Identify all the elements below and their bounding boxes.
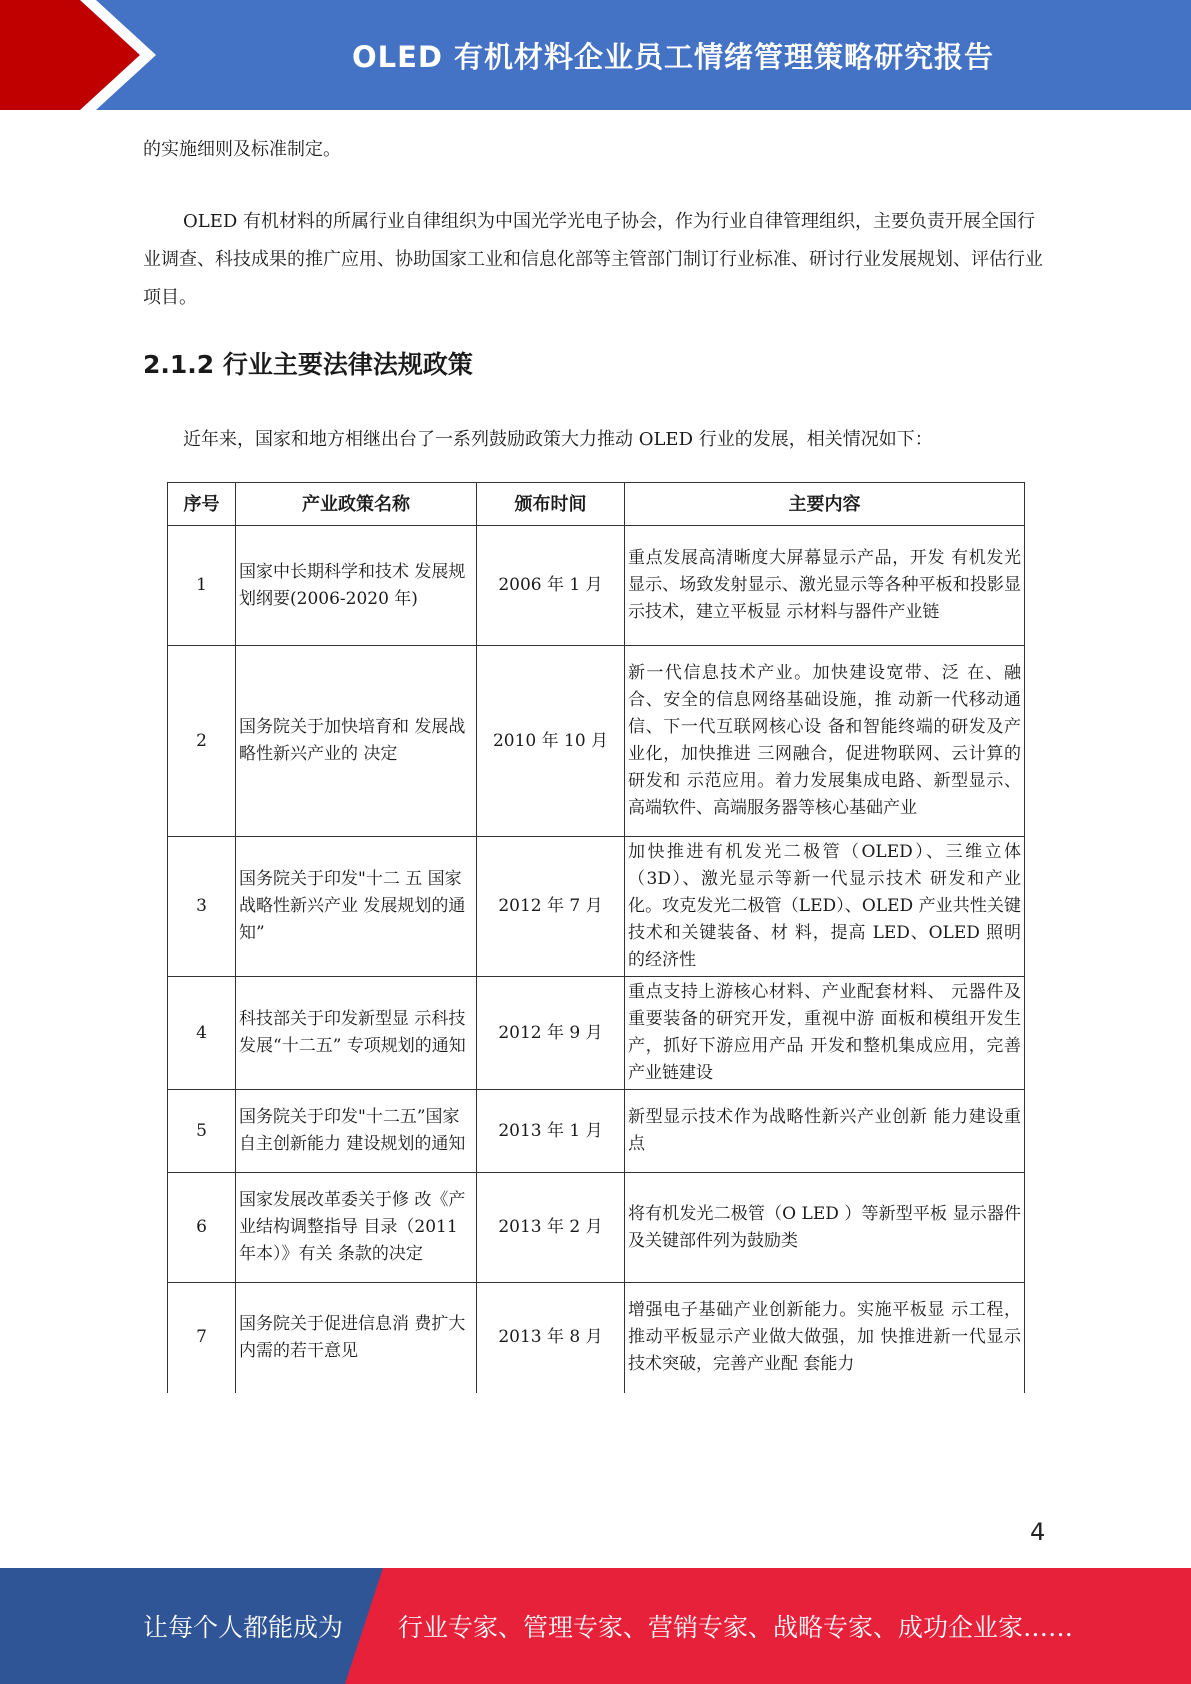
cell-content: 加快推进有机发光二极管（OLED）、三维立体（3D）、激光显示等新一代显示技术 研发和产业化。攻克发光二极管（LED）、OLED 产业共性关键技术和关键装备、材 料，提高 LED、OLED 照明的经济性 xyxy=(625,837,1025,977)
cell-content: 新型显示技术作为战略性新兴产业创新 能力建设重点 xyxy=(625,1090,1025,1173)
page-number: 4 xyxy=(1030,1518,1046,1546)
report-title: OLED 有机材料企业员工情绪管理策略研究报告 xyxy=(351,39,995,74)
cell-date: 2006 年 1 月 xyxy=(477,526,625,646)
table-row xyxy=(168,977,1025,1090)
table-row xyxy=(168,1283,1025,1393)
table-row xyxy=(168,526,1025,646)
cell-content: 重点发展高清晰度大屏幕显示产品，开发 有机发光显示、场致发射显示、激光显示等各种平板和投影显示技术，建立平板显 示材料与器件产业链 xyxy=(625,526,1025,646)
cell-content: 将有机发光二极管（O LED ）等新型平板 显示器件及关键部件列为鼓励类 xyxy=(625,1173,1025,1283)
cell-no: 7 xyxy=(168,1283,236,1393)
page-footer xyxy=(0,1568,1191,1684)
table-row xyxy=(168,1173,1025,1283)
cell-no: 5 xyxy=(168,1090,236,1173)
footer-slogan-right: 行业专家、管理专家、营销专家、战略专家、成功企业家…… xyxy=(398,1613,1074,1642)
table-header-row xyxy=(168,483,1025,526)
footer-slogan-left: 让每个人都能成为 xyxy=(143,1613,344,1642)
cell-policy-name: 科技部关于印发新型显 示科技发展“十二五” 专项规划的通知 xyxy=(236,977,477,1090)
cell-date: 2012 年 9 月 xyxy=(477,977,625,1090)
cell-policy-name: 国务院关于印发"十二五”国家自主创新能力 建设规划的通知 xyxy=(236,1090,477,1173)
table-row xyxy=(168,646,1025,837)
page-header xyxy=(0,0,1191,110)
cell-no: 2 xyxy=(168,646,236,837)
cell-date: 2013 年 1 月 xyxy=(477,1090,625,1173)
table-row xyxy=(168,1090,1025,1173)
cell-content: 新一代信息技术产业。加快建设宽带、泛 在、融合、安全的信息网络基础设施，推 动新一代移动通信、下一代互联网核心设 备和智能终端的研发及产业化，加快推进 三网融合，促进物联网、云计算的研发和 示范应用。着力发展集成电路、新型显示、 高端软件、高端服务器等核心基础产业 xyxy=(625,646,1025,837)
cell-date: 2013 年 8 月 xyxy=(477,1283,625,1393)
header-date: 颁布时间 xyxy=(477,483,625,526)
cell-date: 2010 年 10 月 xyxy=(477,646,625,837)
cell-policy-name: 国家发展改革委关于修 改《产业结构调整指导 目录（2011 年本）》有关 条款的决定 xyxy=(236,1173,477,1283)
cell-date: 2013 年 2 月 xyxy=(477,1173,625,1283)
header-policy-name: 产业政策名称 xyxy=(236,483,477,526)
paragraph-policies-intro: 近年来，国家和地方相继出台了一系列鼓励政策大力推动 OLED 行业的发展，相关情况如下： xyxy=(183,429,933,450)
cell-policy-name: 国务院关于促进信息消 费扩大内需的若干意见 xyxy=(236,1283,477,1393)
cell-policy-name: 国家中长期科学和技术 发展规划纲要(2006-2020 年) xyxy=(236,526,477,646)
cell-no: 3 xyxy=(168,837,236,977)
cell-policy-name: 国务院关于加快培育和 发展战略性新兴产业的 决定 xyxy=(236,646,477,837)
paragraph-intro: 的实施细则及标准制定。 xyxy=(143,139,341,160)
cell-no: 6 xyxy=(168,1173,236,1283)
header-content: 主要内容 xyxy=(625,483,1025,526)
header-no: 序号 xyxy=(168,483,236,526)
cell-no: 1 xyxy=(168,526,236,646)
policy-table xyxy=(167,482,1025,1393)
paragraph-association: OLED 有机材料的所属行业自律组织为中国光学光电子协会，作为行业自律管理组织，主要负责开展全国行业调查、科技成果的推广应用、协助国家工业和信息化部等主管部门制订行业标准、研讨行业发展规划、评估行业项目。 xyxy=(143,211,1043,308)
cell-content: 重点支持上游核心材料、产业配套材料、 元器件及重要装备的研究开发，重视中游 面板和模组开发生产，抓好下游应用产品 开发和整机集成应用，完善产业链建设 xyxy=(625,977,1025,1090)
section-heading: 2.1.2 行业主要法律法规政策 xyxy=(143,350,473,379)
cell-no: 4 xyxy=(168,977,236,1090)
table-row xyxy=(168,837,1025,977)
cell-date: 2012 年 7 月 xyxy=(477,837,625,977)
cell-content: 增强电子基础产业创新能力。实施平板显 示工程，推动平板显示产业做大做强，加 快推进新一代显示技术突破，完善产业配 套能力 xyxy=(625,1283,1025,1393)
cell-policy-name: 国务院关于印发"十二 五 国家战略性新兴产业 发展规划的通知” xyxy=(236,837,477,977)
